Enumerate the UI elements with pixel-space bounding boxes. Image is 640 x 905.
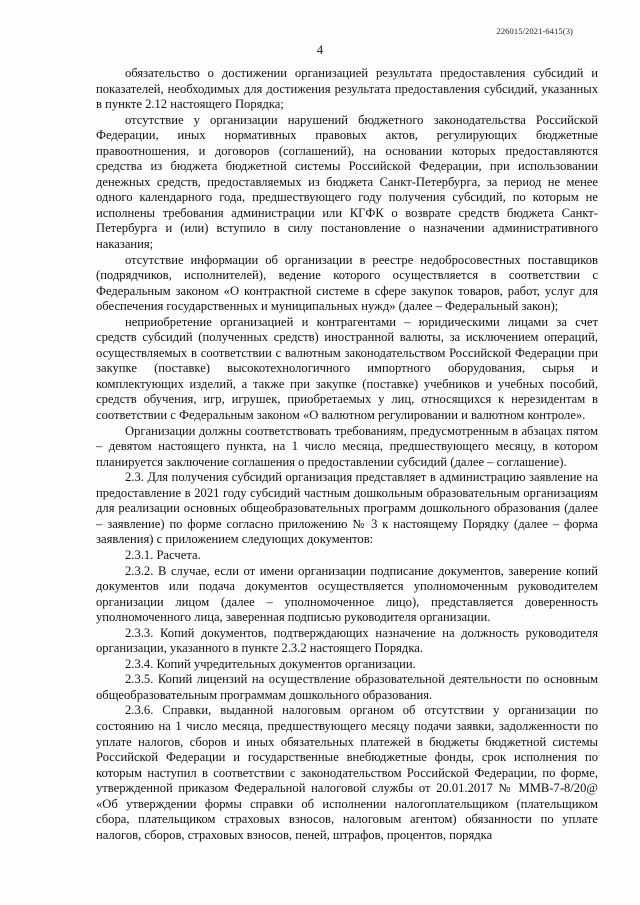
paragraph: отсутствие информации об организации в реестре недобросовестных поставщиков (подрядчиков, исполнителей), ведение которого осуществляется в соответствии с Федеральным законом «О контрактной системе в сфере закупок товаров, работ, услуг для обеспечения государственных и муниципальных нужд» (далее – Федеральный закон);: [96, 252, 598, 314]
document-number: 226015/2021-6415(3): [496, 26, 573, 36]
paragraph: 2.3. Для получения субсидий организация представляет в администрацию заявление на предоставление в 2021 году субсидий частным дошкольным образовательным организациям для реализации основных общеобразовательных программ дошкольного образования (далее – заявление) по форме согласно приложению № 3 к настоящему Порядку (далее – форма заявления) с приложением следующих документов:: [96, 470, 598, 547]
paragraph: 2.3.5. Копий лицензий на осуществление образовательной деятельности по основным общеобразовательным программам дошкольного образования.: [96, 672, 598, 702]
paragraph: 2.3.1. Расчета.: [125, 547, 201, 562]
paragraph: 2.3.2. В случае, если от имени организации подписание документов, заверение копий документов или подача документов осуществляется уполномоченным руководителем организации лицом (далее – уполномоченное лицо), представляется доверенность уполномоченного лица, заверенная подписью руководителя организации.: [96, 563, 598, 625]
page-number: 4: [316, 43, 324, 57]
paragraph: 2.3.3. Копий документов, подтверждающих назначение на должность руководителя организации, указанного в пункте 2.3.2 настоящего Порядка.: [96, 625, 598, 656]
paragraph: неприобретение организацией и контрагентами – юридическими лицами за счет средств субсидий (полученных средств) иностранной валюты, за исключением операций, осуществляемых в соответствии с валютным законодательством Российской Федерации при закупке (поставке) высокотехнологичного импортного оборудования, сырья и комплектующих изделий, а также при закупке (поставке) учебников и учебных пособий, средств обучения, игр, игрушек, приобретаемых у лиц, относящихся к нерезидентам в соответствии с Федеральным законом «О валютном регулировании и валютном контроле».: [96, 314, 598, 423]
paragraph: 2.3.6. Справки, выданной налоговым органом об отсутствии у организации по состоянию на 1 число месяца, предшествующего месяцу подачи заявки, задолженности по уплате налогов, сборов и иных обязательных платежей в бюджеты бюджетной системы Российской Федерации и государственные внебюджетные фонды, срок исполнения по которым наступил в соответствии с законодательством Российской Федерации, по форме, утвержденной приказом Федеральной налоговой службы от 20.01.2017 № ММВ-7-8/20@ «Об утверждении формы справки об исполнении налогоплательщиком (плательщиком сбора, плательщиком страховых взносов, налоговым агентом) обязанности по уплате налогов, сборов, страховых взносов, пеней, штрафов, процентов, порядка: [96, 703, 598, 842]
paragraph: отсутствие у организации нарушений бюджетного законодательства Российской Федерации, иных нормативных правовых актов, регулирующих бюджетные правоотношения, и договоров (соглашений), на основании которых предоставляются средства из бюджета бюджетной системы Российской Федерации, при использовании денежных средств, предоставляемых из бюджета Санкт-Петербурга, за период не менее одного календарного года, предшествующего году получения субсидий, по которым не исполнены требования администрации или КГФК о возврате средств бюджета Санкт-Петербурга и (или) вступило в силу постановление о назначении административного наказания;: [96, 112, 598, 252]
document-body: [96, 66, 598, 843]
paragraph: 2.3.4. Копий учредительных документов организации.: [125, 656, 416, 671]
paragraph: обязательство о достижении организацией результата предоставления субсидий и показателей, необходимых для достижения результата предоставления субсидий, указанных в пункте 2.12 настоящего Порядка;: [96, 66, 598, 112]
paragraph: Организации должны соответствовать требованиям, предусмотренным в абзацах пятом – девятом настоящего пункта, на 1 число месяца, предшествующего месяцу, в котором планируется заключение соглашения о предоставлении субсидий (далее – соглашение).: [96, 423, 598, 469]
